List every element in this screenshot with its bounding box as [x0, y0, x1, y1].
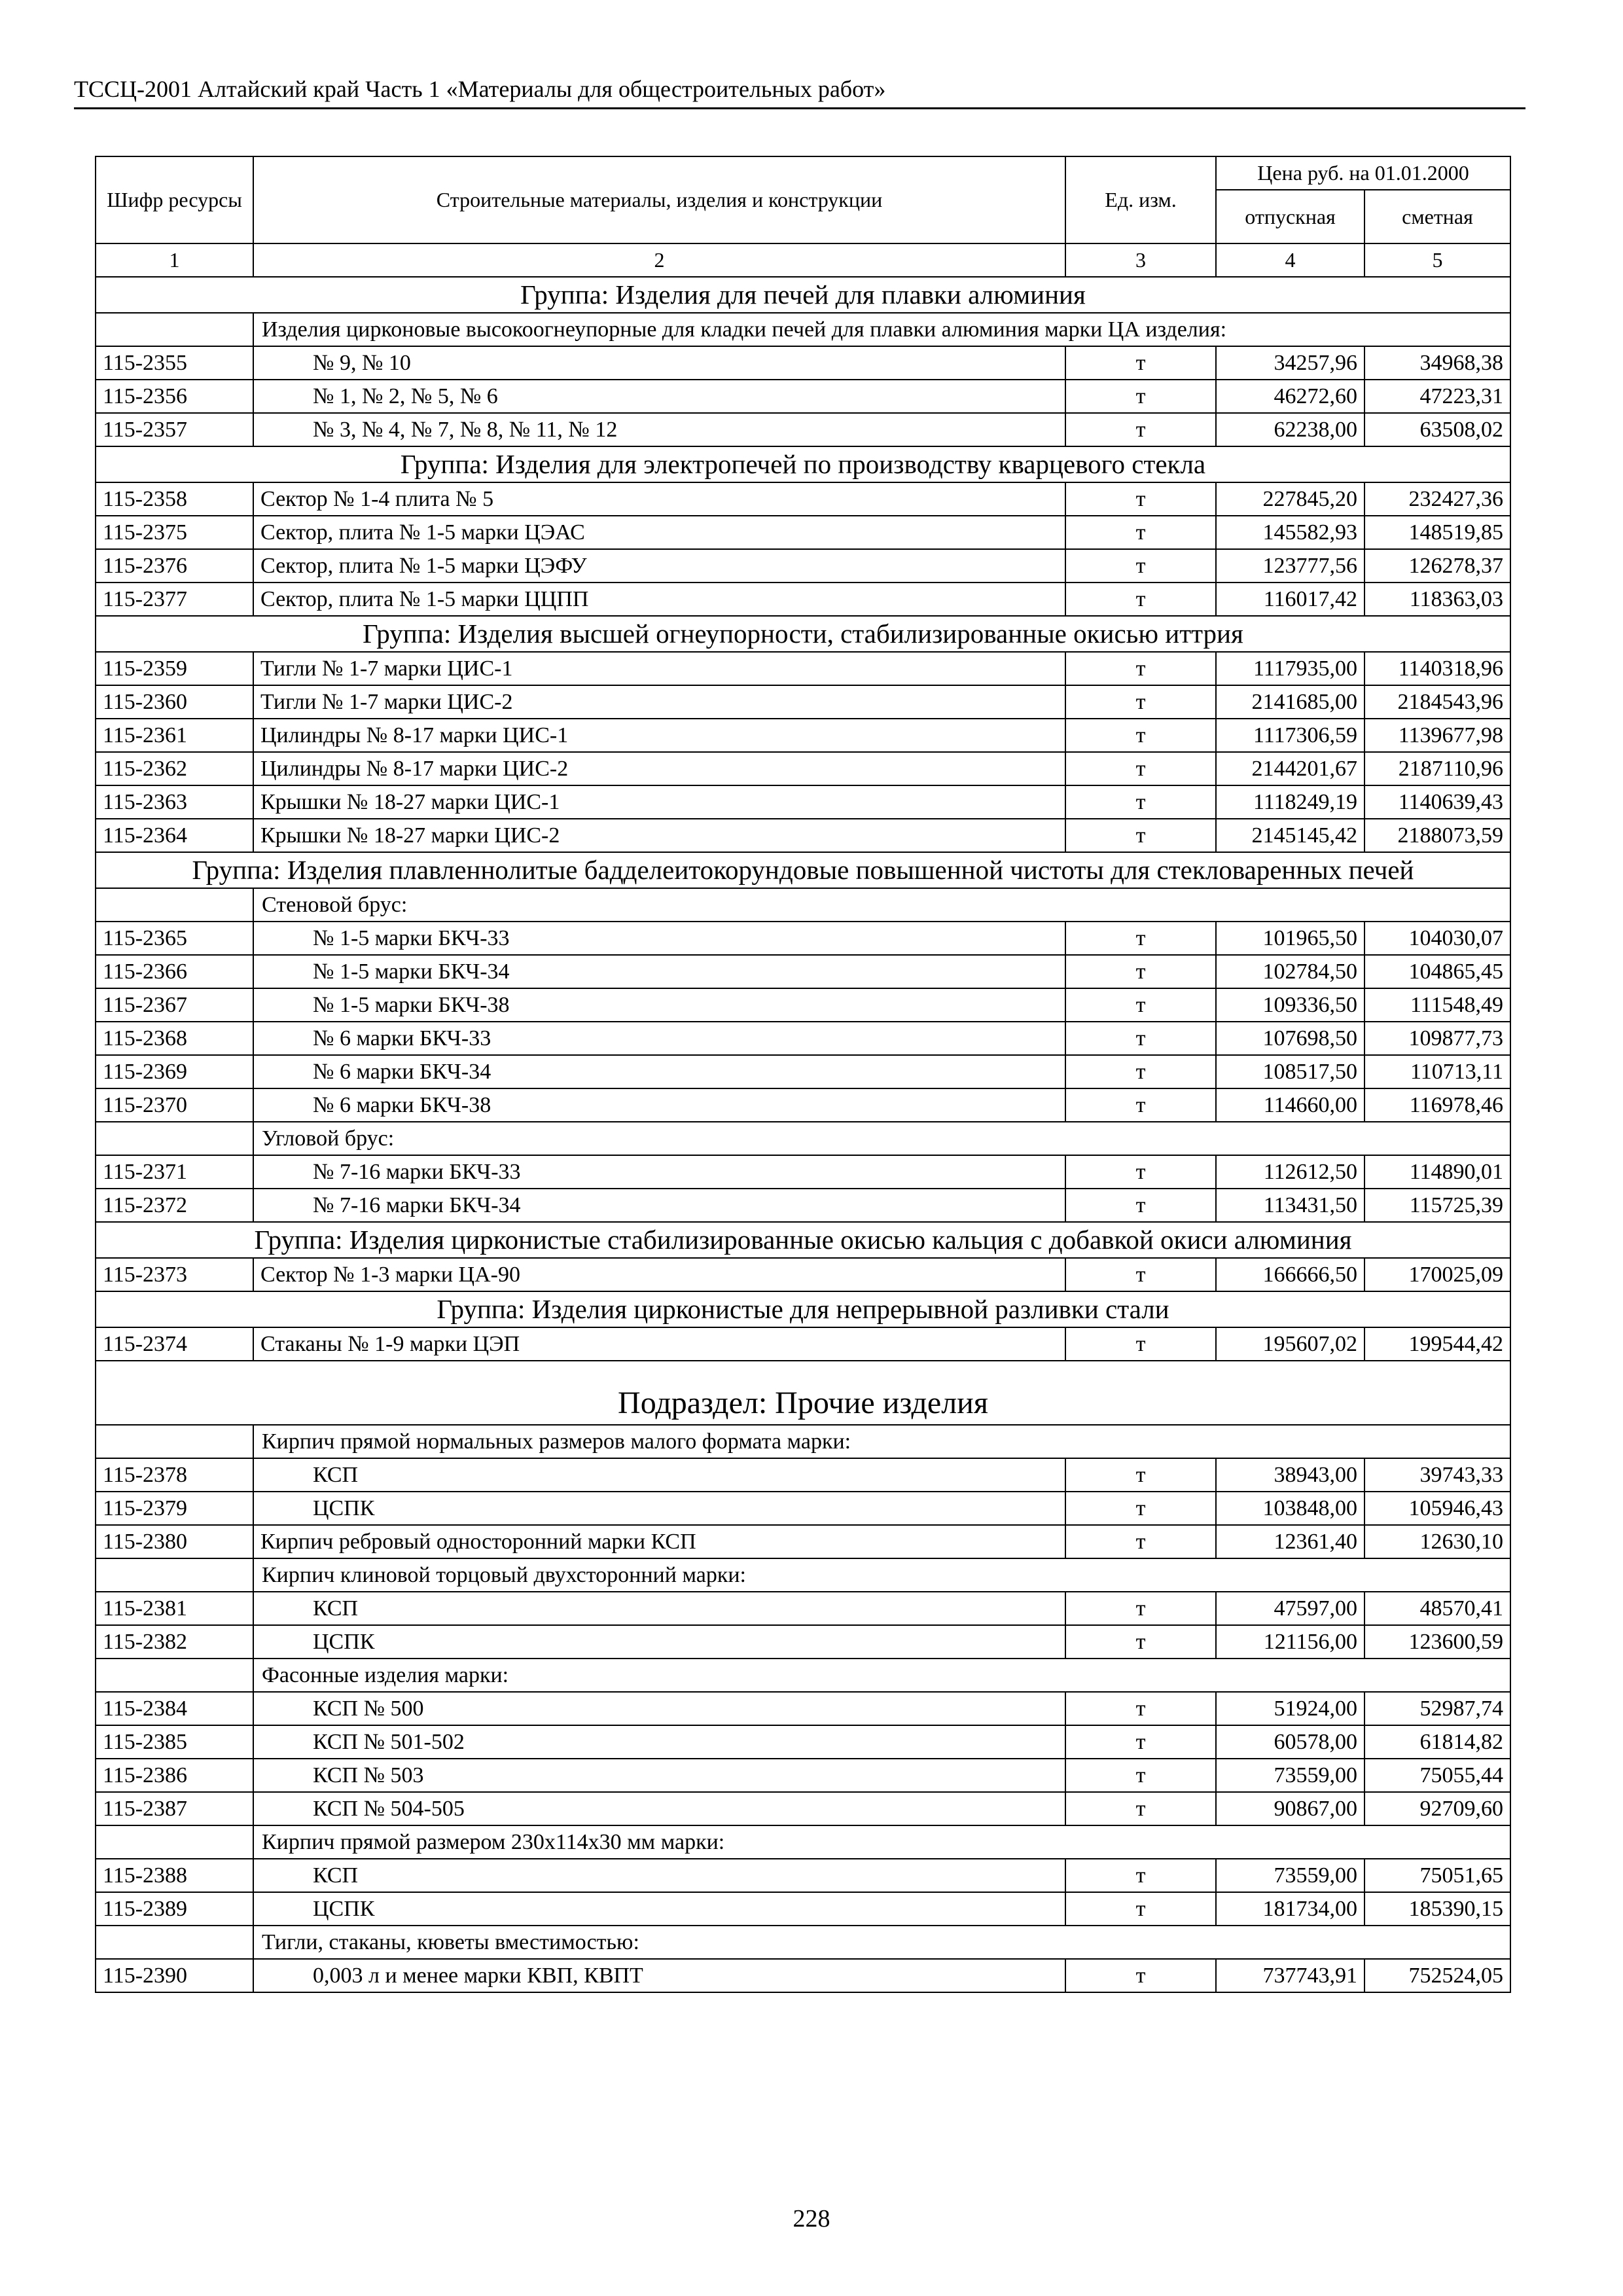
unit-cell: т: [1065, 482, 1216, 516]
price-estimate: 232427,36: [1364, 482, 1510, 516]
price-estimate: 2187110,96: [1364, 752, 1510, 785]
unit-cell: т: [1065, 1859, 1216, 1892]
price-estimate: 52987,74: [1364, 1692, 1510, 1725]
note-text: Фасонные изделия марки:: [253, 1659, 1510, 1692]
material-name: Тигли № 1-7 марки ЦИС-1: [253, 652, 1065, 685]
unit-cell: т: [1065, 988, 1216, 1022]
unit-cell: т: [1065, 1792, 1216, 1825]
price-release: 73559,00: [1216, 1759, 1364, 1792]
table-row: [96, 1759, 1510, 1792]
price-estimate: 118363,03: [1364, 583, 1510, 616]
table-row: [96, 819, 1510, 852]
column-number: 2: [253, 243, 1065, 277]
unit-cell: т: [1065, 685, 1216, 719]
material-name: КСП: [253, 1458, 1065, 1492]
group-row: [96, 1222, 1510, 1258]
note-text: Изделия цирконовые высокоогнеупорные для кладки печей для плавки алюминия марки ЦА изделия:: [253, 313, 1510, 346]
resource-code: 115-2384: [96, 1692, 253, 1725]
note-row: [96, 1659, 1510, 1692]
resource-code: 115-2379: [96, 1492, 253, 1525]
resource-code: 115-2378: [96, 1458, 253, 1492]
header-code: Шифр ресурсы: [96, 156, 253, 243]
material-name: Сектор, плита № 1-5 марки ЦЭАС: [253, 516, 1065, 549]
unit-cell: т: [1065, 413, 1216, 446]
unit-cell: т: [1065, 1258, 1216, 1291]
table-row: [96, 1189, 1510, 1222]
group-title: Группа: Изделия цирконистые для непрерывной разливки стали: [96, 1291, 1510, 1327]
price-estimate: 34968,38: [1364, 346, 1510, 380]
material-name: Крышки № 18-27 марки ЦИС-1: [253, 785, 1065, 819]
note-code-cell: [96, 888, 253, 922]
resource-code: 115-2381: [96, 1592, 253, 1625]
resource-code: 115-2386: [96, 1759, 253, 1792]
resource-code: 115-2382: [96, 1625, 253, 1659]
price-estimate: 123600,59: [1364, 1625, 1510, 1659]
resource-code: 115-2358: [96, 482, 253, 516]
price-estimate: 148519,85: [1364, 516, 1510, 549]
table-row: [96, 752, 1510, 785]
price-release: 166666,50: [1216, 1258, 1364, 1291]
header-price-release: отпускная: [1216, 190, 1364, 243]
resource-code: 115-2369: [96, 1055, 253, 1088]
material-name: № 9, № 10: [253, 346, 1065, 380]
note-row: [96, 1558, 1510, 1592]
unit-cell: т: [1065, 785, 1216, 819]
resource-code: 115-2377: [96, 583, 253, 616]
group-title: Группа: Изделия для печей для плавки алюминия: [96, 277, 1510, 313]
material-name: № 1-5 марки БКЧ-33: [253, 922, 1065, 955]
unit-cell: т: [1065, 652, 1216, 685]
material-name: Стаканы № 1-9 марки ЦЭП: [253, 1327, 1065, 1361]
price-estimate: 1140639,43: [1364, 785, 1510, 819]
resource-code: 115-2359: [96, 652, 253, 685]
table-row: [96, 482, 1510, 516]
material-name: КСП № 503: [253, 1759, 1065, 1792]
resource-code: 115-2390: [96, 1959, 253, 1992]
note-row: [96, 1122, 1510, 1155]
table-row: [96, 1258, 1510, 1291]
price-release: 2145145,42: [1216, 819, 1364, 852]
table-row: [96, 955, 1510, 988]
material-name: № 7-16 марки БКЧ-34: [253, 1189, 1065, 1222]
resource-code: 115-2375: [96, 516, 253, 549]
material-name: Сектор № 1-3 марки ЦА-90: [253, 1258, 1065, 1291]
price-estimate: 61814,82: [1364, 1725, 1510, 1759]
resource-code: 115-2388: [96, 1859, 253, 1892]
material-name: ЦСПК: [253, 1492, 1065, 1525]
price-release: 102784,50: [1216, 955, 1364, 988]
material-name: № 7-16 марки БКЧ-33: [253, 1155, 1065, 1189]
material-name: КСП: [253, 1859, 1065, 1892]
unit-cell: т: [1065, 1692, 1216, 1725]
note-text: Тигли, стаканы, кюветы вместимостью:: [253, 1926, 1510, 1959]
price-estimate: 12630,10: [1364, 1525, 1510, 1558]
material-name: № 6 марки БКЧ-33: [253, 1022, 1065, 1055]
price-estimate: 109877,73: [1364, 1022, 1510, 1055]
resource-code: 115-2389: [96, 1892, 253, 1926]
price-release: 62238,00: [1216, 413, 1364, 446]
group-row: [96, 446, 1510, 482]
price-estimate: 92709,60: [1364, 1792, 1510, 1825]
resource-code: 115-2368: [96, 1022, 253, 1055]
price-estimate: 116978,46: [1364, 1088, 1510, 1122]
table-row: [96, 1458, 1510, 1492]
group-row: [96, 277, 1510, 313]
note-code-cell: [96, 1425, 253, 1458]
price-release: 51924,00: [1216, 1692, 1364, 1725]
table-row: [96, 1725, 1510, 1759]
note-code-cell: [96, 1825, 253, 1859]
price-table: [95, 156, 1511, 1993]
price-release: 101965,50: [1216, 922, 1364, 955]
price-estimate: 75055,44: [1364, 1759, 1510, 1792]
table-row: [96, 380, 1510, 413]
material-name: 0,003 л и менее марки КВП, КВПТ: [253, 1959, 1065, 1992]
material-name: № 1-5 марки БКЧ-34: [253, 955, 1065, 988]
table-row: [96, 549, 1510, 583]
price-release: 1118249,19: [1216, 785, 1364, 819]
price-release: 123777,56: [1216, 549, 1364, 583]
resource-code: 115-2367: [96, 988, 253, 1022]
unit-cell: т: [1065, 1725, 1216, 1759]
column-number: 4: [1216, 243, 1364, 277]
material-name: Крышки № 18-27 марки ЦИС-2: [253, 819, 1065, 852]
price-release: 116017,42: [1216, 583, 1364, 616]
unit-cell: т: [1065, 719, 1216, 752]
material-name: КСП № 500: [253, 1692, 1065, 1725]
price-estimate: 48570,41: [1364, 1592, 1510, 1625]
material-name: ЦСПК: [253, 1892, 1065, 1926]
price-release: 181734,00: [1216, 1892, 1364, 1926]
material-name: № 1, № 2, № 5, № 6: [253, 380, 1065, 413]
price-release: 34257,96: [1216, 346, 1364, 380]
material-name: № 6 марки БКЧ-34: [253, 1055, 1065, 1088]
resource-code: 115-2371: [96, 1155, 253, 1189]
material-name: КСП № 504-505: [253, 1792, 1065, 1825]
price-release: 107698,50: [1216, 1022, 1364, 1055]
price-release: 1117306,59: [1216, 719, 1364, 752]
material-name: Цилиндры № 8-17 марки ЦИС-2: [253, 752, 1065, 785]
resource-code: 115-2374: [96, 1327, 253, 1361]
unit-cell: т: [1065, 346, 1216, 380]
material-name: КСП № 501-502: [253, 1725, 1065, 1759]
page-header: ТССЦ-2001 Алтайский край Часть 1 «Материалы для общестроительных работ»: [74, 73, 1525, 109]
price-estimate: 170025,09: [1364, 1258, 1510, 1291]
note-row: [96, 1425, 1510, 1458]
group-title: Группа: Изделия для электропечей по производству кварцевого стекла: [96, 446, 1510, 482]
material-name: Сектор, плита № 1-5 марки ЦЦПП: [253, 583, 1065, 616]
table-row: [96, 685, 1510, 719]
table-row: [96, 346, 1510, 380]
material-name: Кирпич ребровый односторонний марки КСП: [253, 1525, 1065, 1558]
price-release: 47597,00: [1216, 1592, 1364, 1625]
price-estimate: 110713,11: [1364, 1055, 1510, 1088]
price-release: 90867,00: [1216, 1792, 1364, 1825]
table-row: [96, 1022, 1510, 1055]
price-release: 38943,00: [1216, 1458, 1364, 1492]
note-code-cell: [96, 1558, 253, 1592]
material-name: Цилиндры № 8-17 марки ЦИС-1: [253, 719, 1065, 752]
unit-cell: т: [1065, 1892, 1216, 1926]
price-release: 1117935,00: [1216, 652, 1364, 685]
price-estimate: 752524,05: [1364, 1959, 1510, 1992]
resource-code: 115-2380: [96, 1525, 253, 1558]
material-name: КСП: [253, 1592, 1065, 1625]
resource-code: 115-2362: [96, 752, 253, 785]
table-row: [96, 652, 1510, 685]
table-row: [96, 785, 1510, 819]
subsection-row: [96, 1361, 1510, 1425]
note-code-cell: [96, 313, 253, 346]
unit-cell: т: [1065, 1458, 1216, 1492]
price-release: 108517,50: [1216, 1055, 1364, 1088]
price-release: 2144201,67: [1216, 752, 1364, 785]
unit-cell: т: [1065, 1155, 1216, 1189]
price-release: 46272,60: [1216, 380, 1364, 413]
unit-cell: т: [1065, 1189, 1216, 1222]
table-row: [96, 1625, 1510, 1659]
note-code-cell: [96, 1926, 253, 1959]
note-text: Угловой брус:: [253, 1122, 1510, 1155]
price-estimate: 1140318,96: [1364, 652, 1510, 685]
group-title: Группа: Изделия плавленнолитые бадделеитокорундовые повышенной чистоты для стекловаренных печей: [96, 852, 1510, 888]
price-estimate: 47223,31: [1364, 380, 1510, 413]
unit-cell: т: [1065, 1088, 1216, 1122]
resource-code: 115-2357: [96, 413, 253, 446]
table-row: [96, 988, 1510, 1022]
note-row: [96, 313, 1510, 346]
price-release: 73559,00: [1216, 1859, 1364, 1892]
material-name: Тигли № 1-7 марки ЦИС-2: [253, 685, 1065, 719]
price-estimate: 104030,07: [1364, 922, 1510, 955]
table-row: [96, 1792, 1510, 1825]
price-release: 112612,50: [1216, 1155, 1364, 1189]
table-row: [96, 1892, 1510, 1926]
unit-cell: т: [1065, 1055, 1216, 1088]
header-unit: Ед. изм.: [1065, 156, 1216, 243]
table-row: [96, 1055, 1510, 1088]
unit-cell: т: [1065, 549, 1216, 583]
table-body: [96, 277, 1510, 1992]
material-name: Сектор, плита № 1-5 марки ЦЭФУ: [253, 549, 1065, 583]
group-row: [96, 616, 1510, 652]
header-name: Строительные материалы, изделия и конструкции: [253, 156, 1065, 243]
unit-cell: т: [1065, 752, 1216, 785]
table-row: [96, 1859, 1510, 1892]
note-row: [96, 1926, 1510, 1959]
resource-code: 115-2373: [96, 1258, 253, 1291]
group-row: [96, 1291, 1510, 1327]
price-release: 121156,00: [1216, 1625, 1364, 1659]
price-estimate: 104865,45: [1364, 955, 1510, 988]
unit-cell: т: [1065, 583, 1216, 616]
table-row: [96, 413, 1510, 446]
price-release: 145582,93: [1216, 516, 1364, 549]
price-release: 113431,50: [1216, 1189, 1364, 1222]
table-row: [96, 583, 1510, 616]
note-text: Кирпич прямой размером 230x114x30 мм марки:: [253, 1825, 1510, 1859]
column-number: 3: [1065, 243, 1216, 277]
resource-code: 115-2365: [96, 922, 253, 955]
note-code-cell: [96, 1122, 253, 1155]
group-title: Группа: Изделия цирконистые стабилизированные окисью кальция с добавкой окиси алюминия: [96, 1222, 1510, 1258]
column-number: 5: [1364, 243, 1510, 277]
unit-cell: т: [1065, 819, 1216, 852]
price-estimate: 105946,43: [1364, 1492, 1510, 1525]
table-row: [96, 1959, 1510, 1992]
column-number: 1: [96, 243, 253, 277]
unit-cell: т: [1065, 1022, 1216, 1055]
price-estimate: 2188073,59: [1364, 819, 1510, 852]
price-release: 195607,02: [1216, 1327, 1364, 1361]
material-name: № 3, № 4, № 7, № 8, № 11, № 12: [253, 413, 1065, 446]
price-estimate: 185390,15: [1364, 1892, 1510, 1926]
table-row: [96, 719, 1510, 752]
price-release: 12361,40: [1216, 1525, 1364, 1558]
table-row: [96, 1492, 1510, 1525]
unit-cell: т: [1065, 1625, 1216, 1659]
unit-cell: т: [1065, 922, 1216, 955]
unit-cell: т: [1065, 516, 1216, 549]
price-estimate: 75051,65: [1364, 1859, 1510, 1892]
unit-cell: т: [1065, 1759, 1216, 1792]
resource-code: 115-2361: [96, 719, 253, 752]
resource-code: 115-2366: [96, 955, 253, 988]
table-row: [96, 1088, 1510, 1122]
unit-cell: т: [1065, 380, 1216, 413]
resource-code: 115-2372: [96, 1189, 253, 1222]
resource-code: 115-2364: [96, 819, 253, 852]
group-title: Группа: Изделия высшей огнеупорности, стабилизированные окисью иттрия: [96, 616, 1510, 652]
price-estimate: 199544,42: [1364, 1327, 1510, 1361]
unit-cell: т: [1065, 955, 1216, 988]
material-name: № 1-5 марки БКЧ-38: [253, 988, 1065, 1022]
price-release: 60578,00: [1216, 1725, 1364, 1759]
material-name: № 6 марки БКЧ-38: [253, 1088, 1065, 1122]
price-estimate: 39743,33: [1364, 1458, 1510, 1492]
price-estimate: 2184543,96: [1364, 685, 1510, 719]
note-text: Стеновой брус:: [253, 888, 1510, 922]
table-row: [96, 1692, 1510, 1725]
header-price-estimate: сметная: [1364, 190, 1510, 243]
price-estimate: 126278,37: [1364, 549, 1510, 583]
page-number: 228: [793, 2205, 830, 2233]
unit-cell: т: [1065, 1492, 1216, 1525]
resource-code: 115-2385: [96, 1725, 253, 1759]
note-row: [96, 888, 1510, 922]
group-row: [96, 852, 1510, 888]
table-row: [96, 922, 1510, 955]
price-estimate: 115725,39: [1364, 1189, 1510, 1222]
material-name: Сектор № 1-4 плита № 5: [253, 482, 1065, 516]
price-release: 114660,00: [1216, 1088, 1364, 1122]
price-estimate: 1139677,98: [1364, 719, 1510, 752]
material-name: ЦСПК: [253, 1625, 1065, 1659]
price-estimate: 111548,49: [1364, 988, 1510, 1022]
table-row: [96, 1327, 1510, 1361]
resource-code: 115-2387: [96, 1792, 253, 1825]
price-release: 2141685,00: [1216, 685, 1364, 719]
table-row: [96, 1155, 1510, 1189]
header-price-group: Цена руб. на 01.01.2000: [1216, 156, 1510, 190]
subsection-title: Подраздел: Прочие изделия: [96, 1361, 1510, 1425]
resource-code: 115-2370: [96, 1088, 253, 1122]
resource-code: 115-2355: [96, 346, 253, 380]
price-release: 737743,91: [1216, 1959, 1364, 1992]
price-release: 103848,00: [1216, 1492, 1364, 1525]
price-estimate: 63508,02: [1364, 413, 1510, 446]
table-row: [96, 1592, 1510, 1625]
resource-code: 115-2363: [96, 785, 253, 819]
note-text: Кирпич клиновой торцовый двухсторонний марки:: [253, 1558, 1510, 1592]
note-text: Кирпич прямой нормальных размеров малого формата марки:: [253, 1425, 1510, 1458]
unit-cell: т: [1065, 1525, 1216, 1558]
resource-code: 115-2356: [96, 380, 253, 413]
unit-cell: т: [1065, 1592, 1216, 1625]
resource-code: 115-2376: [96, 549, 253, 583]
unit-cell: т: [1065, 1327, 1216, 1361]
note-code-cell: [96, 1659, 253, 1692]
resource-code: 115-2360: [96, 685, 253, 719]
unit-cell: т: [1065, 1959, 1216, 1992]
price-release: 109336,50: [1216, 988, 1364, 1022]
price-estimate: 114890,01: [1364, 1155, 1510, 1189]
table-row: [96, 1525, 1510, 1558]
table-row: [96, 516, 1510, 549]
note-row: [96, 1825, 1510, 1859]
price-release: 227845,20: [1216, 482, 1364, 516]
column-number-row: [96, 243, 1510, 277]
